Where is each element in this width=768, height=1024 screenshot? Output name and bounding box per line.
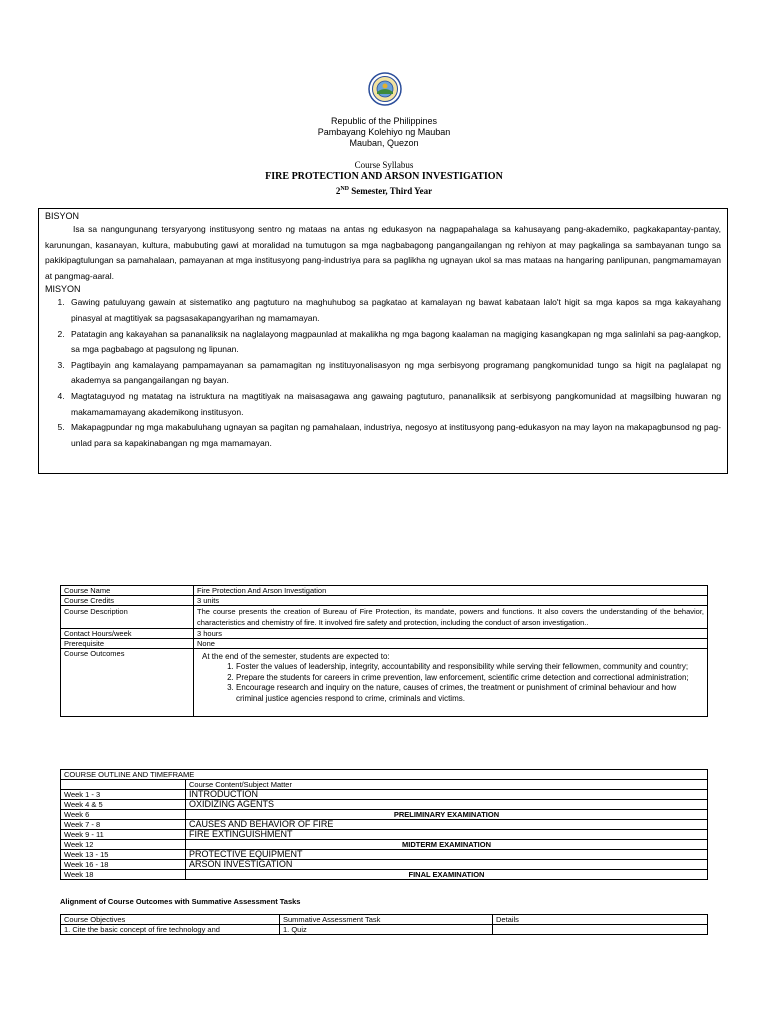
semester-text: Semester, Third Year	[349, 186, 433, 196]
mission-item: 4. Magtataguyod ng matatag na istruktura na magtitiyak na maisasagawa ang gawaing pagtuturo, pananaliksik at serbisyong pangkomunidad at magsilbing huwaran ng makamamamayang akademikong institusyon.	[67, 389, 721, 420]
prerequisite-value: None	[194, 639, 708, 649]
semester-number: 2	[335, 186, 341, 196]
outline-week: Week 18	[61, 870, 186, 880]
table-row	[61, 915, 708, 925]
alignment-task: 1. Quiz	[280, 925, 493, 935]
semester-suffix: ND	[340, 186, 349, 192]
prerequisite-label: Prerequisite	[61, 639, 194, 649]
course-credits-value: 3 units	[194, 596, 708, 606]
mission-list	[45, 295, 721, 451]
header-college: Pambayang Kolehiyo ng Mauban	[317, 127, 451, 137]
outline-title: COURSE OUTLINE AND TIMEFRAME	[61, 770, 708, 780]
table-row	[61, 596, 708, 606]
doc-type: Course Syllabus	[354, 160, 414, 170]
outline-week: Week 16 - 18	[61, 860, 186, 870]
outline-week: Week 1 - 3	[61, 790, 186, 800]
outline-week: Week 7 - 8	[61, 820, 186, 830]
alignment-col-details: Details	[493, 915, 708, 925]
alignment-col-task: Summative Assessment Task	[280, 915, 493, 925]
contact-hours-label: Contact Hours/week	[61, 629, 194, 639]
outcomes-list	[202, 662, 701, 704]
alignment-details	[493, 925, 708, 935]
outline-week: Week 4 & 5	[61, 800, 186, 810]
semester-line	[0, 183, 768, 197]
mission-item: 3. Pagtibayin ang kamalayang pampamayanan sa pamamagitan ng instituyonalisasyon ng mga serbisyong programang pangkomunidad tungo sa higit na paglalapat ng akademya sa pangangailangan ng bayan.	[67, 358, 721, 389]
table-row	[61, 639, 708, 649]
table-row	[61, 770, 708, 780]
outline-week: Week 6	[61, 810, 186, 820]
mission-heading: MISYON	[45, 284, 81, 295]
course-credits-label: Course Credits	[61, 596, 194, 606]
outline-topic: PROTECTIVE EQUIPMENT	[186, 850, 708, 860]
table-row	[61, 850, 708, 860]
alignment-title: Alignment of Course Outcomes with Summative Assessment Tasks	[60, 897, 301, 906]
table-row	[61, 820, 708, 830]
header-location: Mauban, Quezon	[349, 138, 419, 148]
college-seal-icon	[368, 72, 402, 106]
outline-week: Week 9 - 11	[61, 830, 186, 840]
table-row	[61, 606, 708, 629]
table-row	[61, 925, 708, 935]
outcome-item: 3. Encourage research and inquiry on the nature, causes of crimes, the treatment or punishment of criminal behaviour and how criminal justice agencies respond to crime, criminals and victims.	[236, 683, 701, 704]
outline-week: Week 13 - 15	[61, 850, 186, 860]
outcomes-intro: At the end of the semester, students are expected to:	[202, 652, 390, 661]
outline-topic: ARSON INVESTIGATION	[186, 860, 708, 870]
table-row	[61, 629, 708, 639]
outline-exam: MIDTERM EXAMINATION	[186, 840, 708, 850]
course-outcomes-cell	[194, 649, 708, 717]
vision-heading: BISYON	[45, 211, 80, 221]
outline-exam: PRELIMINARY EXAMINATION	[186, 810, 708, 820]
table-row	[61, 860, 708, 870]
alignment-table	[60, 914, 708, 935]
table-row	[61, 810, 708, 820]
course-name-value: Fire Protection And Arson Investigation	[194, 586, 708, 596]
table-row	[61, 870, 708, 880]
outline-content-header: Course Content/Subject Matter	[186, 780, 708, 790]
table-row	[61, 840, 708, 850]
alignment-col-objectives: Course Objectives	[61, 915, 280, 925]
course-name-label: Course Name	[61, 586, 194, 596]
table-row	[61, 586, 708, 596]
mission-item: 1. Gawing patuluyang gawain at sistematiko ang pagtuturo na maghuhubog sa pagkatao at kamalayan ng bawat kabataan lalo't higit sa mga kapos sa mga kakayahang pinasyal at magtitiyak sa pagsasakapangyarihan ng mamamayan.	[67, 295, 721, 326]
table-row	[61, 800, 708, 810]
mission-item: 5. Makapagpundar ng mga makabuluhang ugnayan sa pagitan ng pamahalaan, industriya, negosyo at institusyong pang-edukasyon na may layon na makapagbunsod ng pag-unlad para sa kapakinabangan ng mga mamamayan.	[67, 420, 721, 451]
table-row	[61, 790, 708, 800]
outline-topic: CAUSES AND BEHAVIOR OF FIRE	[186, 820, 708, 830]
outline-topic: INTRODUCTION	[186, 790, 708, 800]
course-outline-table	[60, 769, 708, 880]
alignment-objective: 1. Cite the basic concept of fire technology and	[61, 925, 280, 935]
vision-mission-box	[38, 208, 728, 474]
course-description-label: Course Description	[61, 606, 194, 629]
outline-topic: OXIDIZING AGENTS	[186, 800, 708, 810]
outline-week-header	[61, 780, 186, 790]
outcome-item: 2. Prepare the students for careers in crime prevention, law enforcement, scientific crime detection and correctional administration;	[236, 673, 701, 684]
table-row	[61, 780, 708, 790]
course-title: FIRE PROTECTION AND ARSON INVESTIGATION	[265, 171, 503, 182]
outcome-item: 1. Foster the values of leadership, integrity, accountability and responsibility while serving their fellowmen, community and country;	[236, 662, 701, 673]
course-description-value: The course presents the creation of Bureau of Fire Protection, its mandate, powers and functions. It also covers the understanding of the behavior, characteristics and chemistry of fire. It involved fire safety and protection, including the conduct of arson investigation..	[194, 606, 708, 629]
course-outcomes-label: Course Outcomes	[61, 649, 194, 717]
outline-week: Week 12	[61, 840, 186, 850]
outline-exam: FINAL EXAMINATION	[186, 870, 708, 880]
course-info-table	[60, 585, 708, 717]
header-republic: Republic of the Philippines	[330, 116, 438, 126]
mission-item: 2. Patatagin ang kakayahan sa pananaliksik na naglalayong magpaunlad at makalikha ng mga bagong kaalaman na magiging kasangkapan ng mga salinlahi sa pag-aangkop, sa mga pagbabago at pagsulong ng lipunan.	[67, 327, 721, 358]
vision-text: Isa sa nangungunang tersyaryong institusyong sentro ng mataas na antas ng edukasyon na nagpapahalaga sa kahusayang pang-akademiko, pagkakapantay-pantay, karunungan, kasanayan, kultura, mabubuting gawi at moralidad na tumutugon sa mga nagbabagong pangangailangan ng rehiyon at may pagkalinga sa sambayanan tungo sa pakikipagtulungan sa pamahalaan, pamayanan at mga institusyong pang-industriya para sa paglikha ng ugnayan ukol sa mas mataas na hangaring panlipunan, pangmamamayan at pangmag-aaral.	[45, 224, 721, 281]
contact-hours-value: 3 hours	[194, 629, 708, 639]
outline-topic: FIRE EXTINGUISHMENT	[186, 830, 708, 840]
table-row	[61, 649, 708, 717]
table-row	[61, 830, 708, 840]
